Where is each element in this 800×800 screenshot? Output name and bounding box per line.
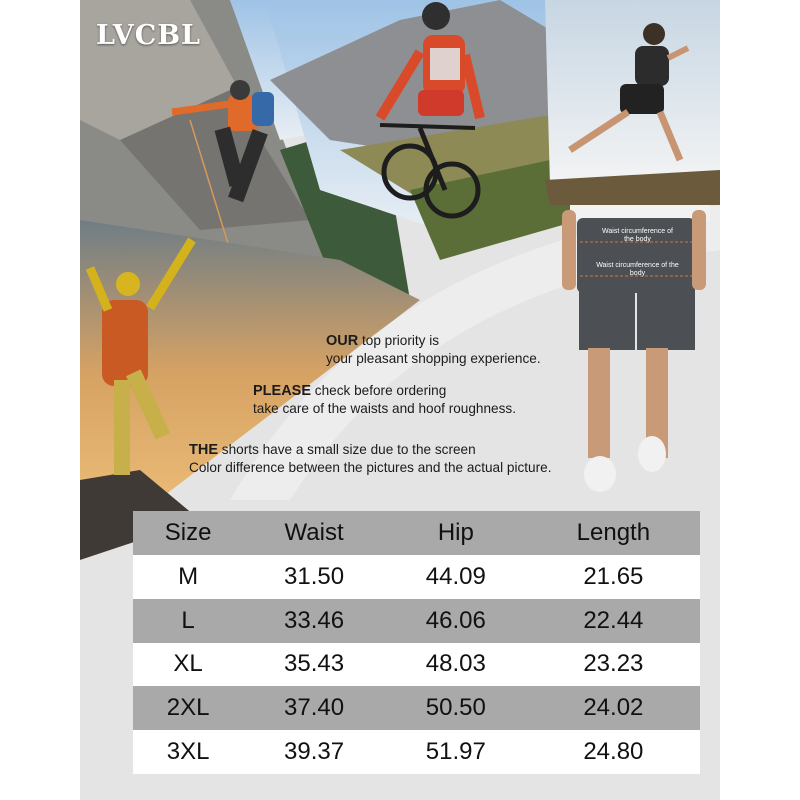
header-hip: Hip (385, 511, 527, 555)
header-waist: Waist (243, 511, 385, 555)
cell-size: XL (133, 643, 243, 687)
product-image (80, 0, 720, 800)
cell-hip: 51.97 (385, 730, 527, 774)
table-row (133, 643, 700, 687)
header-size: Size (133, 511, 243, 555)
cell-hip: 50.50 (385, 686, 527, 730)
header-length: Length (527, 511, 700, 555)
brand-logo: LVCBL (96, 20, 202, 51)
note-priority: OUR top priority is your pleasant shopping experience. (326, 333, 541, 366)
cell-hip: 44.09 (385, 555, 527, 599)
note-color: THE shorts have a small size due to the screen Color difference between the pictures and the actual picture. (189, 442, 552, 475)
cell-waist: 33.46 (243, 599, 385, 643)
table-header-row (133, 511, 700, 555)
cell-hip: 48.03 (385, 643, 527, 687)
cell-length: 23.23 (527, 643, 700, 687)
cell-size: 3XL (133, 730, 243, 774)
cell-size: L (133, 599, 243, 643)
waist-label-lower: Waist circumference of the body (596, 262, 679, 277)
cell-size: 2XL (133, 686, 243, 730)
cell-waist: 37.40 (243, 686, 385, 730)
cell-waist: 35.43 (243, 643, 385, 687)
cell-waist: 31.50 (243, 555, 385, 599)
cell-hip: 46.06 (385, 599, 527, 643)
cell-length: 22.44 (527, 599, 700, 643)
table-row (133, 555, 700, 599)
table-row (133, 686, 700, 730)
size-chart-table (133, 511, 700, 774)
runner-photo (545, 0, 720, 205)
cell-size: M (133, 555, 243, 599)
cell-length: 21.65 (527, 555, 700, 599)
waist-label-upper: Waist circumference of the body (602, 228, 673, 243)
cell-length: 24.02 (527, 686, 700, 730)
note-check: PLEASE check before ordering take care of the waists and hoof roughness. (253, 383, 516, 416)
cell-waist: 39.37 (243, 730, 385, 774)
cell-length: 24.80 (527, 730, 700, 774)
table-row (133, 730, 700, 774)
table-row (133, 599, 700, 643)
